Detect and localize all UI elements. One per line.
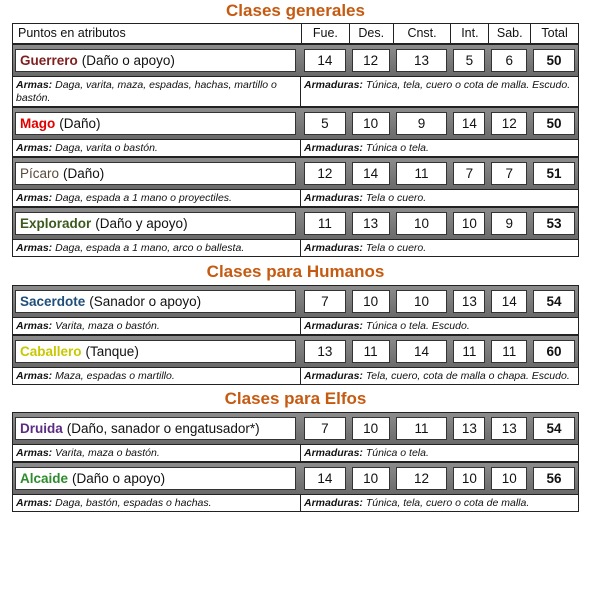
header-des: Des. bbox=[349, 24, 393, 43]
armor-text: Armaduras: Tela, cuero, cota de malla o chapa. Escudo. bbox=[303, 370, 570, 382]
stat-total: 54 bbox=[534, 418, 574, 439]
class-row-guerrero bbox=[12, 44, 579, 77]
weapons-text: Armas: Daga, varita o bastón. bbox=[13, 140, 301, 156]
armor-text: Armaduras: Tela o cuero. bbox=[303, 192, 427, 204]
armor-text: Armaduras: Túnica o tela. Escudo. bbox=[303, 320, 470, 332]
section-clases-generales bbox=[12, 0, 579, 257]
class-details-sacerdote bbox=[12, 318, 579, 335]
stat-des: 12 bbox=[353, 50, 389, 71]
class-role: (Daño) bbox=[59, 116, 101, 131]
stat-int: 7 bbox=[454, 163, 484, 184]
stat-fue: 13 bbox=[305, 341, 345, 362]
stat-fue: 5 bbox=[305, 113, 345, 134]
stat-int: 5 bbox=[454, 50, 484, 71]
stat-total: 54 bbox=[534, 291, 574, 312]
stat-fue: 14 bbox=[305, 50, 345, 71]
class-role: (Daño, sanador o engatusador*) bbox=[66, 421, 260, 436]
armor-text: Armaduras: Túnica o tela. bbox=[303, 447, 429, 459]
stat-cnst: 14 bbox=[397, 341, 447, 362]
class-name: Pícaro bbox=[20, 166, 60, 181]
stat-sab: 13 bbox=[492, 418, 526, 439]
class-name: Alcaide bbox=[20, 471, 69, 486]
class-role: (Daño) bbox=[63, 166, 105, 181]
stat-fue: 7 bbox=[305, 418, 345, 439]
section-clases-humanos bbox=[12, 261, 579, 385]
section-clases-elfos bbox=[12, 388, 579, 512]
stat-cnst: 9 bbox=[397, 113, 447, 134]
stat-des: 14 bbox=[353, 163, 389, 184]
stat-total: 50 bbox=[534, 50, 574, 71]
class-row-mago bbox=[12, 107, 579, 140]
stat-sab: 12 bbox=[492, 113, 526, 134]
stat-fue: 12 bbox=[305, 163, 345, 184]
class-name: Guerrero bbox=[20, 53, 78, 68]
stat-cnst: 10 bbox=[397, 291, 447, 312]
class-row-druida bbox=[12, 412, 579, 445]
class-details-guerrero bbox=[12, 77, 579, 107]
weapons-text: Armas: Varita, maza o bastón. bbox=[13, 318, 301, 334]
class-name: Druida bbox=[20, 421, 63, 436]
class-name: Sacerdote bbox=[20, 294, 86, 309]
stat-fue: 7 bbox=[305, 291, 345, 312]
class-details-mago bbox=[12, 140, 579, 157]
stat-total: 56 bbox=[534, 468, 574, 489]
stat-des: 10 bbox=[353, 113, 389, 134]
section-title: Clases para Elfos bbox=[224, 389, 367, 408]
weapons-text: Armas: Daga, espada a 1 mano o proyectiles. bbox=[13, 190, 301, 206]
class-role: (Daño o apoyo) bbox=[81, 53, 175, 68]
class-tables bbox=[12, 0, 579, 512]
header-total: Total bbox=[530, 24, 578, 43]
stat-cnst: 13 bbox=[397, 50, 447, 71]
weapons-text: Armas: Daga, varita, maza, espadas, hachas, martillo o bastón. bbox=[13, 77, 301, 106]
stat-cnst: 11 bbox=[397, 163, 447, 184]
attributes-header-row bbox=[12, 23, 579, 44]
stat-total: 53 bbox=[534, 213, 574, 234]
stat-fue: 14 bbox=[305, 468, 345, 489]
stat-total: 50 bbox=[534, 113, 574, 134]
stat-des: 13 bbox=[353, 213, 389, 234]
class-row-explorador bbox=[12, 207, 579, 240]
stat-sab: 11 bbox=[492, 341, 526, 362]
stat-sab: 10 bbox=[492, 468, 526, 489]
class-name: Mago bbox=[20, 116, 56, 131]
class-role: (Sanador o apoyo) bbox=[89, 294, 202, 309]
stat-fue: 11 bbox=[305, 213, 345, 234]
weapons-text: Armas: Daga, bastón, espadas o hachas. bbox=[13, 495, 301, 511]
class-row-picaro bbox=[12, 157, 579, 190]
class-details-druida bbox=[12, 445, 579, 462]
armor-text: Armaduras: Túnica o tela. bbox=[303, 142, 429, 154]
stat-cnst: 11 bbox=[397, 418, 447, 439]
stat-sab: 14 bbox=[492, 291, 526, 312]
class-row-alcaide bbox=[12, 462, 579, 495]
stat-total: 60 bbox=[534, 341, 574, 362]
class-row-sacerdote bbox=[12, 285, 579, 318]
header-fue: Fue. bbox=[301, 24, 349, 43]
header-cnst: Cnst. bbox=[393, 24, 451, 43]
stat-des: 11 bbox=[353, 341, 389, 362]
stat-sab: 9 bbox=[492, 213, 526, 234]
header-sab: Sab. bbox=[488, 24, 530, 43]
armor-text: Armaduras: Túnica, tela, cuero o cota de malla. bbox=[303, 497, 530, 509]
weapons-text: Armas: Maza, espadas o martillo. bbox=[13, 368, 301, 384]
stat-int: 13 bbox=[454, 291, 484, 312]
class-details-caballero bbox=[12, 368, 579, 385]
stat-des: 10 bbox=[353, 418, 389, 439]
header-int: Int. bbox=[450, 24, 488, 43]
armor-text: Armaduras: Túnica, tela, cuero o cota de malla. Escudo. bbox=[303, 79, 571, 91]
class-details-explorador bbox=[12, 240, 579, 257]
stat-int: 10 bbox=[454, 213, 484, 234]
class-details-picaro bbox=[12, 190, 579, 207]
stat-des: 10 bbox=[353, 291, 389, 312]
section-title: Clases generales bbox=[226, 1, 365, 20]
stat-sab: 6 bbox=[492, 50, 526, 71]
class-name: Caballero bbox=[20, 344, 82, 359]
header-label: Puntos en atributos bbox=[18, 26, 126, 40]
stat-cnst: 10 bbox=[397, 213, 447, 234]
section-title: Clases para Humanos bbox=[206, 262, 385, 281]
stat-int: 14 bbox=[454, 113, 484, 134]
class-row-caballero bbox=[12, 335, 579, 368]
stat-cnst: 12 bbox=[397, 468, 447, 489]
stat-int: 10 bbox=[454, 468, 484, 489]
armor-text: Armaduras: Tela o cuero. bbox=[303, 242, 427, 254]
class-details-alcaide bbox=[12, 495, 579, 512]
class-name: Explorador bbox=[20, 216, 92, 231]
class-role: (Daño o apoyo) bbox=[72, 471, 166, 486]
class-role: (Daño y apoyo) bbox=[95, 216, 188, 231]
stat-int: 13 bbox=[454, 418, 484, 439]
stat-int: 11 bbox=[454, 341, 484, 362]
weapons-text: Armas: Daga, espada a 1 mano, arco o ballesta. bbox=[13, 240, 301, 256]
stat-des: 10 bbox=[353, 468, 389, 489]
weapons-text: Armas: Varita, maza o bastón. bbox=[13, 445, 301, 461]
class-role: (Tanque) bbox=[85, 344, 139, 359]
stat-total: 51 bbox=[534, 163, 574, 184]
stat-sab: 7 bbox=[492, 163, 526, 184]
